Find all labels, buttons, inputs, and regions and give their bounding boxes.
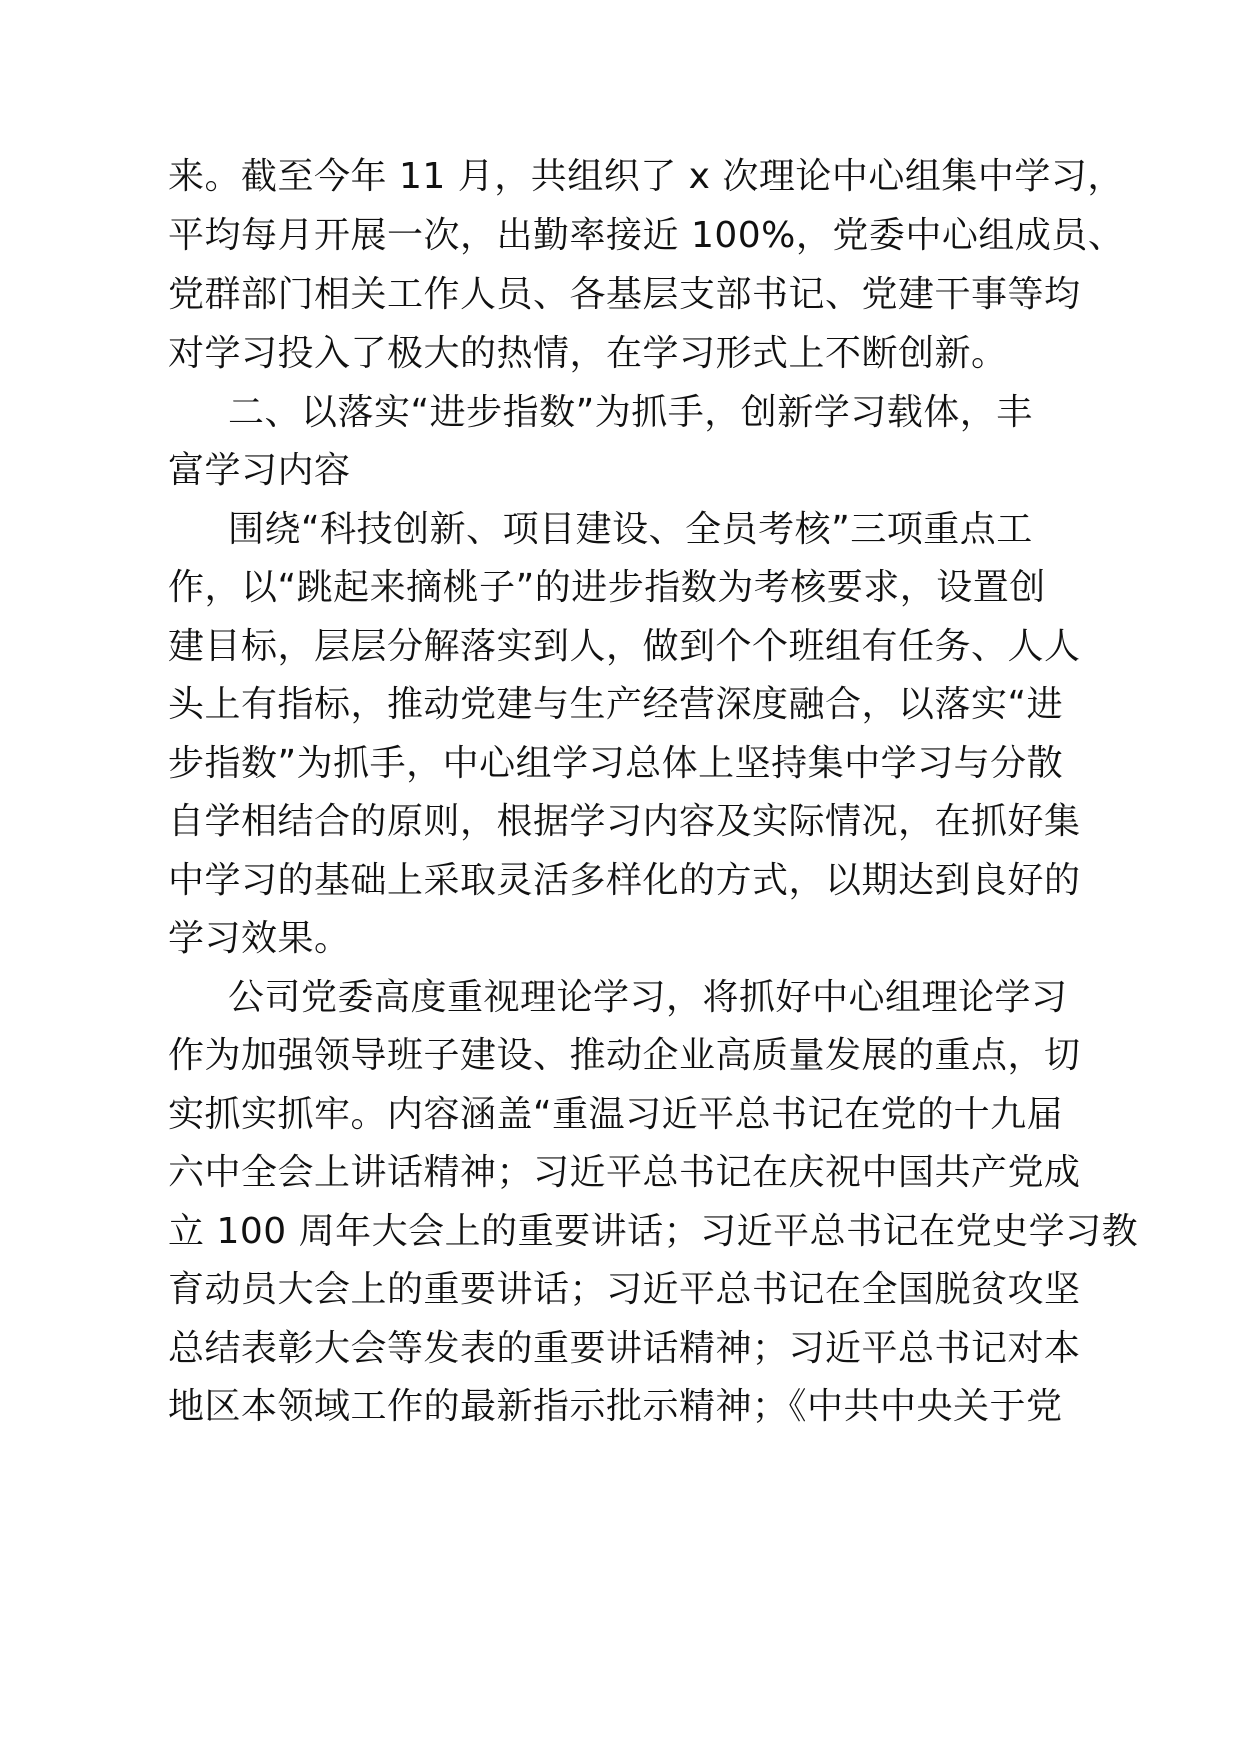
text-line: 六中全会上讲话精神；习近平总书记在庆祝中国共产党成 — [168, 1152, 1081, 1193]
text-line: 中学习的基础上采取灵活多样化的方式，以期达到良好的 — [168, 860, 1081, 901]
text-line: 作，以“跳起来摘桃子”的进步指数为考核要求，设置创 — [168, 567, 1046, 608]
text-line: 作为加强领导班子建设、推动企业高质量发展的重点，切 — [168, 1035, 1081, 1076]
text-line: 步指数”为抓手，中心组学习总体上坚持集中学习与分散 — [168, 743, 1064, 784]
text-line: 总结表彰大会等发表的重要讲话精神；习近平总书记对本 — [168, 1328, 1081, 1369]
text-line: 建目标，层层分解落实到人，做到个个班组有任务、人人 — [168, 626, 1081, 667]
text-line: 实抓实抓牢。内容涵盖“重温习近平总书记在党的十九届 — [168, 1094, 1064, 1135]
text-line: 头上有指标，推动党建与生产经营深度融合，以落实“进 — [168, 684, 1064, 725]
text-line: 党群部门相关工作人员、各基层支部书记、党建干事等均 — [168, 274, 1081, 315]
text-line: 育动员大会上的重要讲话；习近平总书记在全国脱贫攻坚 — [168, 1269, 1081, 1310]
text-line: 学习效果。 — [168, 918, 351, 959]
section-heading: 富学习内容 — [168, 450, 351, 491]
text-line: 地区本领域工作的最新指示批示精神；《中共中央关于党 — [168, 1386, 1063, 1427]
text-line: 平均每月开展一次，出勤率接近 100%，党委中心组成员、 — [168, 215, 1125, 256]
text-line: 自学相结合的原则，根据学习内容及实际情况，在抓好集 — [168, 801, 1081, 842]
text-line: 围绕“科技创新、项目建设、全员考核”三项重点工 — [228, 509, 1033, 550]
text-line: 对学习投入了极大的热情，在学习形式上不断创新。 — [168, 333, 1008, 374]
section-heading: 二、以落实“进步指数”为抓手，创新学习载体，丰 — [228, 392, 1033, 433]
text-line: 公司党委高度重视理论学习，将抓好中心组理论学习 — [228, 977, 1068, 1018]
text-line: 来。截至今年 11 月，共组织了 x 次理论中心组集中学习， — [168, 156, 1124, 197]
text-line: 立 100 周年大会上的重要讲话；习近平总书记在党史学习教 — [168, 1211, 1139, 1252]
